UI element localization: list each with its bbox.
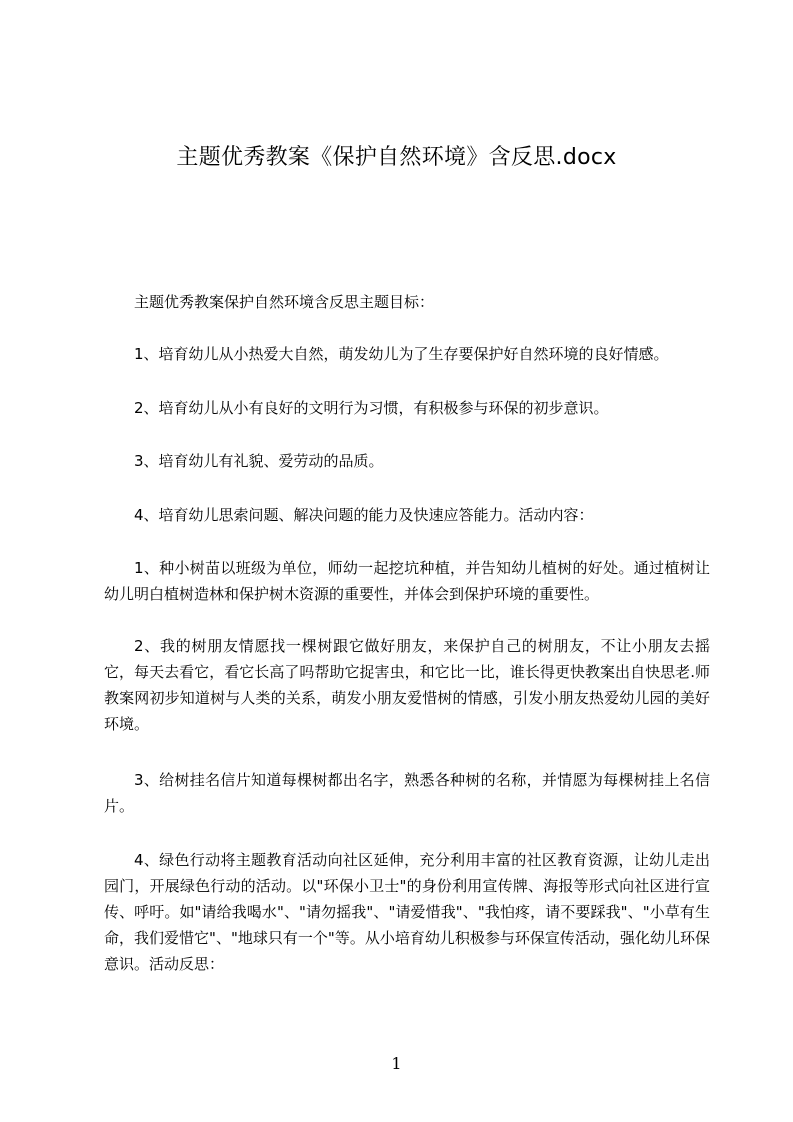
paragraph-goal-2: 2、培育幼儿从小有良好的文明行为习惯，有积极参与环保的初步意识。 <box>134 399 609 417</box>
paragraph-goal-4: 4、培育幼儿思索问题、解决问题的能力及快速应答能力。活动内容： <box>134 506 594 524</box>
paragraph-activity-3: 3、给树挂名信片知道每棵树都出名字，熟悉各种树的名称，并情愿为每棵树挂上名信片。 <box>104 771 710 815</box>
paragraph-activity-1: 1、种小树苗以班级为单位，师幼一起挖坑种植，并告知幼儿植树的好处。通过植树让幼儿明白植树造林和保护树木资源的重要性，并体会到保护环境的重要性。 <box>104 559 710 603</box>
paragraph-goal-1: 1、培育幼儿从小热爱大自然，萌发幼儿为了生存要保护好自然环境的良好情感。 <box>134 345 669 363</box>
paragraph-goal-3: 3、培育幼儿有礼貌、爱劳动的品质。 <box>134 452 384 470</box>
document-title: 主题优秀教案《保护自然环境》含反思.docx <box>176 145 617 170</box>
paragraph-activity-2: 2、我的树朋友情愿找一棵树跟它做好朋友，来保护自己的树朋友，不让小朋友去摇它，每天去看它，看它长高了吗帮助它捉害虫，和它比一比，谁长得更快教案出自快思老.师教案网初步知道树与人类的关系，萌发小朋友爱惜树的情感，引发小朋友热爱幼儿园的美好环境。 <box>104 637 710 733</box>
paragraph-activity-4: 4、绿色行动将主题教育活动向社区延伸，充分利用丰富的社区教育资源，让幼儿走出园门，开展绿色行动的活动。以"环保小卫士"的身份利用宣传牌、海报等形式向社区进行宣传、呼吁。如"请给我喝水"、"请勿摇我"、"请爱惜我"、"我怕疼，请不要踩我"、"小草有生命，我们爱惜它"、"地球只有一个"等。从小培育幼儿积极参与环保宣传活动，强化幼儿环保意识。活动反思： <box>104 851 710 973</box>
page-number: 1 <box>391 1054 402 1073</box>
paragraph-goals-heading: 主题优秀教案保护自然环境含反思主题目标： <box>134 293 435 311</box>
